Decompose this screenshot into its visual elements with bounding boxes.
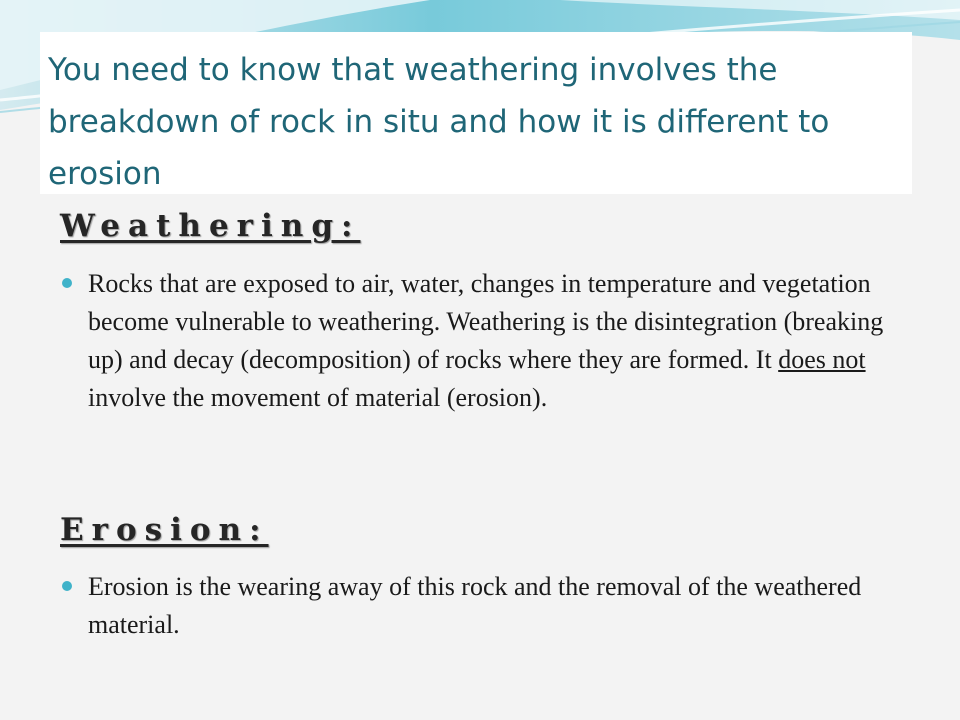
- erosion-heading: Erosion:: [60, 512, 269, 548]
- bullet-dot-icon: [62, 278, 72, 288]
- weathering-text-emphasis: does not: [778, 345, 866, 374]
- erosion-bullet-text: Erosion is the wearing away of this rock and the removal of the weathered material.: [88, 572, 862, 639]
- weathering-text-part-1: Rocks that are exposed to air, water, changes in temperature and vegetation become vulnerable to weathering. Weathering is the disintegration (breaking up) and decay (decomposition) of rocks where they are formed. It: [88, 269, 884, 374]
- weathering-heading: Weathering:: [60, 208, 361, 244]
- weathering-bullet-text: [88, 265, 920, 417]
- weathering-text-part-2: involve the movement of material (erosion).: [88, 383, 548, 412]
- erosion-bullet: [60, 568, 920, 644]
- weathering-bullet: [60, 265, 920, 417]
- bullet-dot-icon: [62, 581, 72, 591]
- slide-title: You need to know that weathering involves the breakdown of rock in situ and how it is different to erosion: [48, 52, 830, 192]
